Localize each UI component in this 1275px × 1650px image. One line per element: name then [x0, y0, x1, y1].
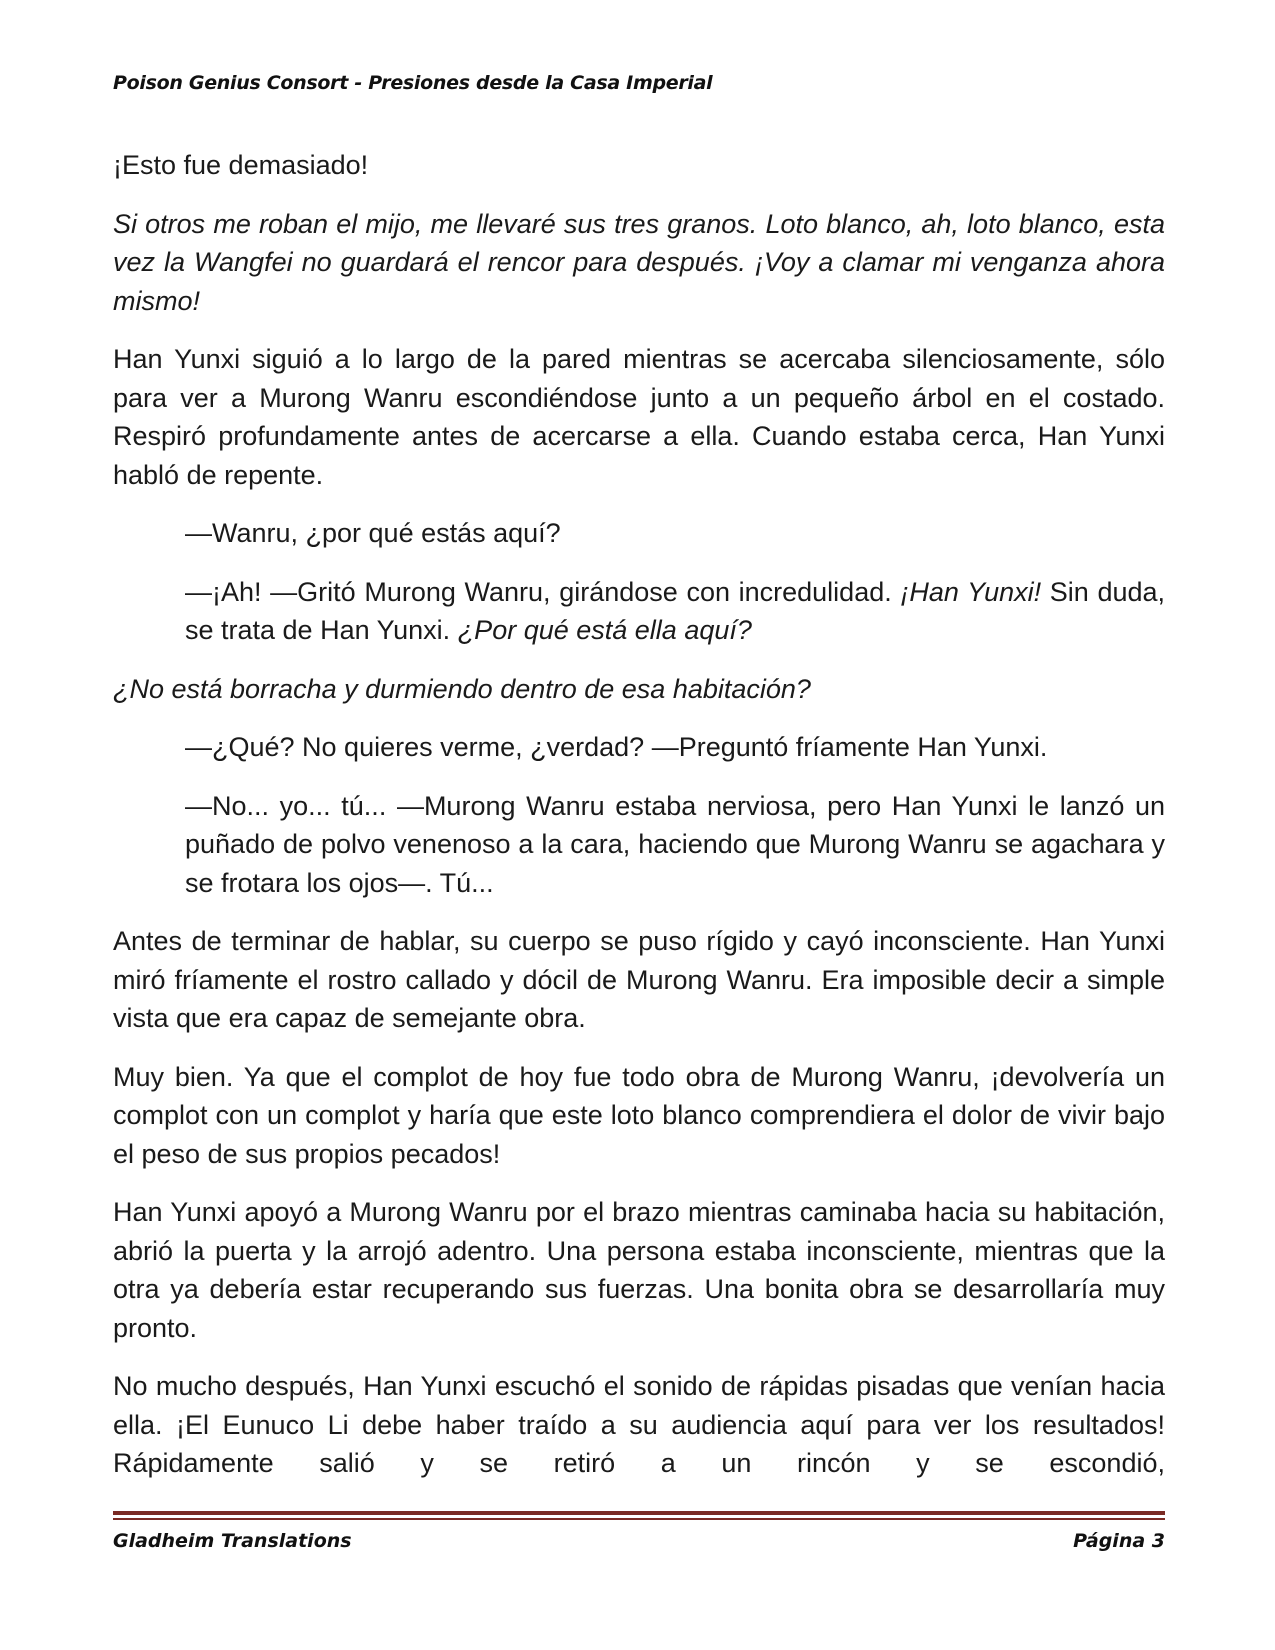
paragraph-italic: Si otros me roban el mijo, me llevaré sus tres granos. Loto blanco, ah, loto blanco, esta vez la Wangfei no guardará el rencor para después. ¡Voy a clamar mi venganza ahora mismo!	[113, 208, 1165, 316]
paragraph: Han Yunxi apoyó a Murong Wanru por el brazo mientras caminaba hacia su habitación, abrió la puerta y la arrojó adentro. Una persona estaba inconsciente, mientras que la otra ya debería estar recuperando sus fuerzas. Una bonita obra se desarrollaría muy pronto.	[113, 1197, 1165, 1343]
document-body	[113, 146, 1165, 1503]
dialogue-line: —¿Qué? No quieres verme, ¿verdad? —Preguntó fríamente Han Yunxi.	[185, 732, 1048, 762]
dialogue-line	[185, 573, 1165, 650]
dialogue-text: —¡Ah! —Gritó Murong Wanru, girándose con incredulidad.	[185, 576, 901, 607]
dialogue-line: —No... yo... tú... —Murong Wanru estaba nerviosa, pero Han Yunxi le lanzó un puñado de polvo venenoso a la cara, haciendo que Murong Wanru se agachara y se frotara los ojos—. Tú...	[185, 790, 1165, 898]
dialogue-line: —Wanru, ¿por qué estás aquí?	[185, 518, 561, 548]
paragraph: Antes de terminar de hablar, su cuerpo se puso rígido y cayó inconsciente. Han Yunxi miró fríamente el rostro callado y dócil de Murong Wanru. Era imposible decir a simple vista que era capaz de semejante obra.	[113, 926, 1165, 1033]
page-header-title: Poison Genius Consort - Presiones desde la Casa Imperial	[113, 72, 713, 94]
dialogue-thought: ¿Por qué está ella aquí?	[457, 615, 752, 645]
paragraph: Muy bien. Ya que el complot de hoy fue todo obra de Murong Wanru, ¡devolvería un complot con un complot y haría que este loto blanco comprendiera el dolor de vivir bajo el peso de sus propios pecados!	[113, 1061, 1165, 1169]
paragraph: ¡Esto fue demasiado!	[113, 150, 369, 180]
paragraph-italic: ¿No está borracha y durmiendo dentro de esa habitación?	[113, 673, 811, 704]
page-number: Página 3	[1073, 1530, 1165, 1552]
footer-publisher: Gladheim Translations	[113, 1530, 352, 1552]
paragraph: No mucho después, Han Yunxi escuchó el sonido de rápidas pisadas que venían hacia ella. ¡El Eunuco Li debe haber traído a su audiencia aquí para ver los resultados! Rápidamente salió y se retiró a un rincón y se escondió,	[113, 1371, 1165, 1478]
dialogue-thought: ¡Han Yunxi!	[900, 576, 1042, 607]
dialogue-text: Sin duda, se trata de Han Yunxi.	[185, 576, 1166, 645]
footer-divider	[113, 1511, 1165, 1515]
paragraph: Han Yunxi siguió a lo largo de la pared mientras se acercaba silenciosamente, sólo para ver a Murong Wanru escondiéndose junto a un pequeño árbol en el costado. Respiró profundamente antes de acercarse a ella. Cuando estaba cerca, Han Yunxi habló de repente.	[113, 344, 1165, 490]
footer-divider	[113, 1518, 1165, 1520]
